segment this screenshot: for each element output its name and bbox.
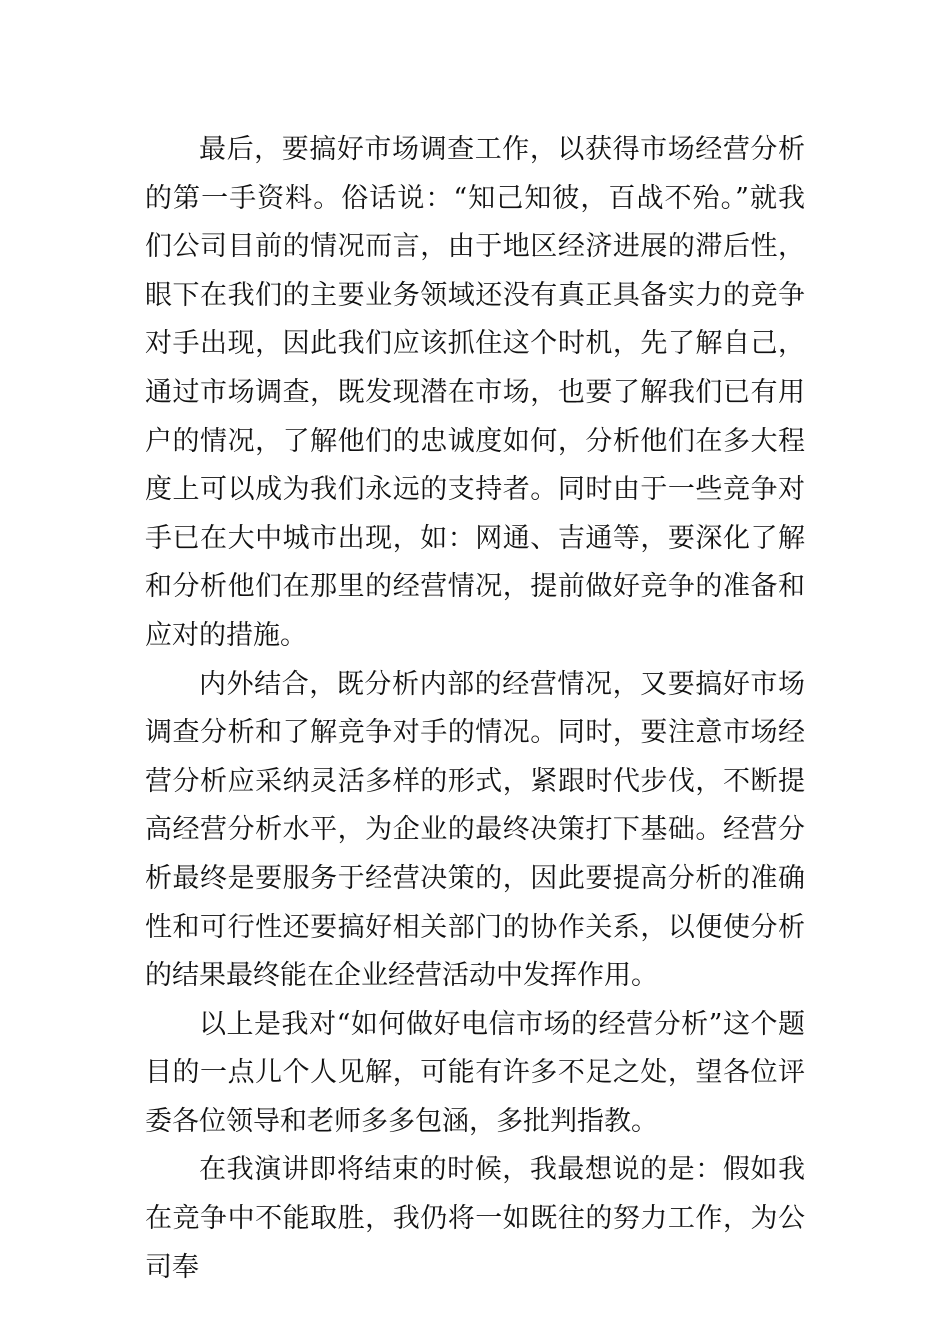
paragraph-internal-external: 内外结合，既分析内部的经营情况，又要搞好市场调查分析和了解竞争对手的情况。同时，要注意市场经营分析应采纳灵活多样的形式，紧跟时代步伐，不断提高经营分析水平，为企业的最终决策打下基础。经营分析最终是要服务于经营决策的，因此要提高分析的准确性和可行性还要搞好相关部门的协作关系，以便使分析的结果最终能在企业经营活动中发挥作用。 [145,668,805,992]
paragraph-market-research: 最后，要搞好市场调查工作，以获得市场经营分析的第一手资料。俗话说：“知己知彼，百战不殆。”就我们公司目前的情况而言，由于地区经济进展的滞后性，眼下在我们的主要业务领域还没有真正具备实力的竞争对手出现，因此我们应该抓住这个时机，先了解自己，通过市场调查，既发现潜在市场，也要了解我们已有用户的情况，了解他们的忠诚度如何，分析他们在多大程度上可以成为我们永远的支持者。同时由于一些竞争对手已在大中城市出现，如：网通、吉通等，要深化了解和分析他们在那里的经营情况，提前做好竞争的准备和应对的措施。 [145,134,805,651]
document-page [145,126,805,1292]
paragraph-closing: 在我演讲即将结束的时候，我最想说的是：假如我在竞争中不能取胜，我仍将一如既往的努力工作，为公司奉 [145,1154,805,1283]
paragraph-conclusion: 以上是我对“如何做好电信市场的经营分析”这个题目的一点儿个人见解，可能有许多不足之处，望各位评委各位领导和老师多多包涵，多批判指教。 [145,1008,805,1137]
